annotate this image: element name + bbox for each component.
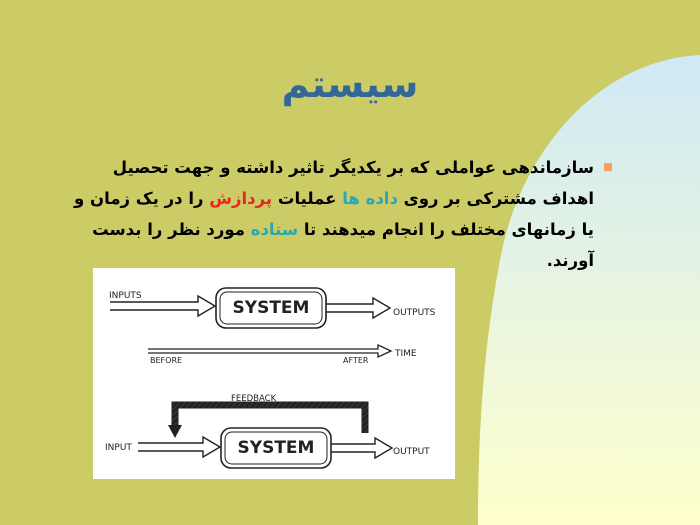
highlight-data-word: داده ها bbox=[342, 189, 398, 208]
highlight-output-word: ستاده bbox=[250, 220, 299, 239]
slide-title: سیستم bbox=[281, 62, 419, 106]
bottom-input-arrow bbox=[138, 437, 220, 457]
body-text-part: عملیات bbox=[277, 189, 337, 208]
bottom-output-label: OUTPUT bbox=[393, 447, 430, 457]
feedback-label: FEEDBACK bbox=[231, 394, 277, 404]
after-label: AFTER bbox=[343, 356, 369, 365]
body-text-part: مورد نظر را بدست آورند. bbox=[92, 220, 594, 270]
bottom-output-arrow bbox=[331, 438, 392, 458]
system-diagram bbox=[93, 268, 455, 479]
bottom-input-label: INPUT bbox=[105, 443, 132, 453]
top-system-label: SYSTEM bbox=[232, 298, 310, 318]
slide-body-text bbox=[70, 152, 594, 276]
top-input-label: INPUTS bbox=[109, 291, 142, 301]
feedback-arrowhead bbox=[168, 425, 182, 438]
bottom-system-label: SYSTEM bbox=[237, 438, 315, 458]
top-output-label: OUTPUTS bbox=[393, 308, 436, 318]
bottom-system-diagram bbox=[105, 394, 430, 468]
highlight-process-word: پردازش bbox=[209, 189, 273, 208]
bullet-square-icon bbox=[604, 163, 612, 171]
body-text-part: سازماندهی عواملی که بر یکدیگر تاثیر داشته و جهت تحصیل اهداف مشترکی بر روی bbox=[112, 158, 594, 208]
system-diagram-drawing bbox=[93, 268, 455, 479]
top-system-diagram bbox=[109, 288, 436, 365]
time-label: TIME bbox=[395, 349, 417, 359]
top-output-arrow bbox=[326, 298, 390, 318]
body-text-part: را در یک زمان و یا زمانهای مختلف را انجام میدهند تا bbox=[74, 189, 594, 239]
before-label: BEFORE bbox=[150, 356, 183, 365]
